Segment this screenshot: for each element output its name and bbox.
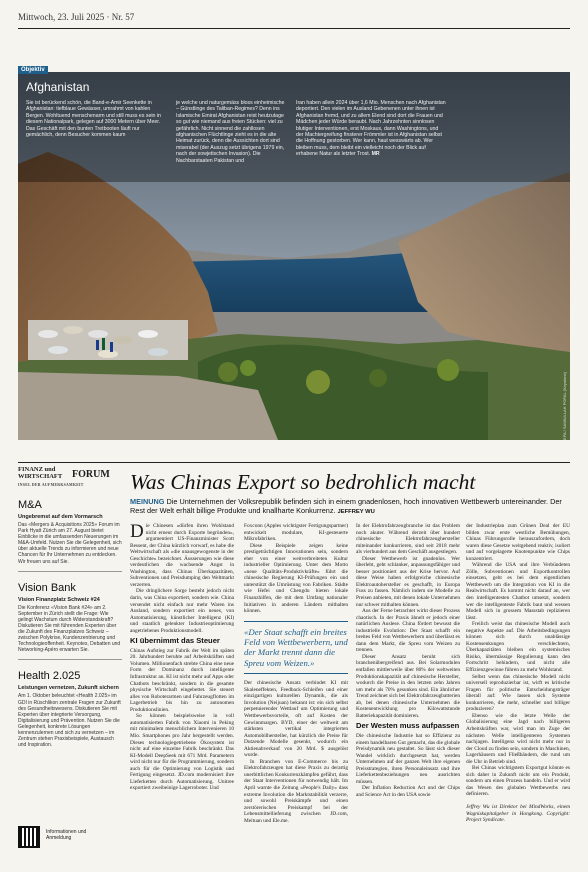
- section-label: Objektiv: [18, 66, 48, 74]
- article-subheading: KI übernimmt das Steuer: [130, 636, 220, 646]
- sidebar-block-heading: M&A: [18, 499, 42, 511]
- article-headline: Was Chinas Export so bedrohlich macht: [130, 470, 476, 494]
- article-paragraph: Diese Beispiele zeigen keine prestigeträchtigen Innovationen sein, sondern eher von einer weitverbreiteten Kultur industrieller Optimierung. Unter dem Motto «neue Qualitäts-Produktivkräfte» führt die chinesische Regierung KI-Prüfungen ein und unterstützt die Umrüstung von Fabriken. Städte wie Hefei und Chengdu bieten lokale Finanzhilfen, die mit dem Umfang nationaler Initiativen in anderen Ländern mithalten können.: [244, 542, 348, 615]
- article-paragraph: Ebenso wie die letzte Welle der Globalisierung eine Jagd nach billigeren Arbeitskräften war, wird man im Zuge der nächsten Welle intelligenteren Systemen nachjagen. Intelligenz wird nicht mehr nur in der Cloud zu finden sein, sondern in Maschinen, Lagerhäusern und Fließbändern, die rund um die Uhr in Betrieb sind.: [466, 712, 570, 765]
- article-paragraph: Der chinesische Ansatz verbindet KI mit Skaleneffekten, Feedback-Schleifen und einer einzigartigen kulturellen Dynamik, die als Involution (Neijuan) bekannt ist: ein sich selbst perpetuierender Wettlauf um Optimierung und Wettbewerbsvorteile, oft auf Kosten der Gewinnmargen. BYD, einer der weltweit am stärksten vertikal integrierten Automobilhersteller, hat kürzlich die Preise für Dutzende Modelle gesenkt, wodurch ein Aktienabverkauf von 20 Mrd. $ ausgelöst wurde.: [244, 680, 348, 759]
- masthead-date: Mittwoch, 23. Juli 2025 · Nr. 57: [18, 12, 135, 22]
- photo-title: Afghanistan: [26, 80, 90, 94]
- article-lead-text: Die Unternehmen der Volksrepublik befinden sich in einem gnadenlosen, hoch innovativen Wettbewerb untereinander. Der Rest der Welt erhält billige Produkte und knallharte Konkurrenz.: [130, 497, 562, 515]
- photo-caption-col-2: je welche und naturgemäss bloss einheimische – Günstlinge des Taliban-Regimes? Denn ins Islamische Emirat Afghanistan reist heutzutage so gut wie niemand aus freien Stücken: viel zu gefährlich. Nicht sinnend die zahllosen afghanischen Flüchtlinge zieht es in die alte Heimat zurück, denn die Aussichten dort sind miserabel (der Auszug setzt übrigens 1979 ein, nach der sowjetischen Invasion). Die Nachbarstaaten Pakistan und: [176, 100, 285, 164]
- article-paragraph: Die dringlichere Sorge besteht jedoch nicht darin, was China exportiert, sondern wie. China versendet nicht einfach nur mehr Waren ins Ausland, sondern exportiert ein neues, von Automatisierung, künstlicher Intelligenz (KI) und staatlich gelenkter Industrieoptimierung angetriebenes Produktionsmodell.: [130, 588, 234, 634]
- sidebar-block-subheading: Vision Finanzplatz Schweiz #24: [18, 596, 100, 603]
- author-bio: Jeffrey Wu ist Direktor bei MindWorks, einem Wagniskapitalgeber in Hongkong. Copyright: Project Syndicate.: [466, 803, 570, 823]
- qr-info-line1: Informationen und: [46, 829, 87, 835]
- article-author: JEFFREY WU: [337, 509, 375, 515]
- article-subheading: Der Westen muss aufpassen: [356, 721, 460, 731]
- article-paragraph: Dieser Wettbewerb ist gnadenlos. Wer überlebt, geht schlanker, anpassungsfähiger und besser positioniert aus der Krise hervor. Auf diese Weise haben erfolgreiche chinesische Elektroautohersteller es geschafft, in Europa Fuss zu fassen. Nämlich indem sie Modelle zu Preisen anbieten, mit denen lokale Unternehmen nur schwer mithalten können.: [356, 555, 460, 608]
- article-top-rule: [18, 462, 570, 463]
- article-lead: [130, 497, 570, 517]
- sidebar-block-subheading: Ungebremst auf dem Vormarsch: [18, 514, 103, 520]
- forum-logo-word: FORUM: [72, 469, 110, 480]
- article-column-3: [356, 523, 460, 823]
- sidebar-block-vision-bank: [18, 582, 122, 661]
- sidebar-divider: [18, 659, 122, 660]
- qr-code-icon[interactable]: [18, 826, 40, 848]
- article-paragraph: In der Elektrofahrzeugbranche ist das Problem noch akuter. Während derzeit über hundert chinesische Elektrofahrzeughersteller miteinander konkurrieren, sind seit 2018 mehr als vierhundert aus dem Geschäft ausgestiegen.: [356, 523, 460, 556]
- sidebar-block-heading: Vision Bank: [18, 581, 76, 594]
- article-paragraph: Selbst wenn das chinesische Modell nicht universell reproduzierbar ist, wirft es kritische Fragen für politische Entscheidungsträger überall auf: Wie lassen sich Systeme konkurrieren, die mehr, schneller und billiger produzieren?: [466, 673, 570, 713]
- article-paragraph: Aus der Ferne betrachtet wirkt dieser Prozess chaotisch. In der Praxis ähnelt er jedoch einer natürlichen Auslese. China fördert bewusst die industrielle Evolution: Der Staat schafft ein breites Feld von Wettbewerbern und überlässt es dann dem Markt, die Spreu vom Weizen zu trennen.: [356, 608, 460, 654]
- masthead-rule: [18, 28, 570, 29]
- forum-logo-line2: WIRTSCHAFT: [18, 473, 63, 480]
- sidebar-block-text: Am 1. Oktober beleuchtet «Health 2.025» im GDI in Rüschlikon zentrale Fragen zur Zukunft des Gesundheitswesens. Diskutieren Sie mit Experten über integrierte Versorgung, Digitalisierung und Prävention. Nutzen Sie die Gelegenheit, konkrete Lösungen kennenzulernen und sich zu vernetzen – im Zentrum stehen Praxisbeispiele, Austausch und Inspiration.: [18, 693, 121, 749]
- photo-caption-author: MR: [371, 151, 380, 158]
- article-column-4: [466, 523, 570, 823]
- article-paragraph: In Branchen von E-Commerce bis zu Elektrofahrzeugen hat diese Praxis zu derartig unerbittlichen Konkurrenzkämpfen geführt, dass der Staat Interventionen für notwendig hält. Im April warnte die Zeitung «People's Daily» dass extreme Involution die Marktstabilität verzerre, und sowohl Preiskämpfe und einen zerstörerischen Preiskampf bei der Lebensmittellieferung zwischen JD.com, Meituan und Ele.me.: [244, 758, 348, 823]
- article-paragraph: Foxconn (Apples wichtigster Fertigungspartner) entwickelt modulare, KI-gesteuerte Mikrofabriken.: [244, 523, 348, 543]
- dropcap: D: [130, 523, 144, 542]
- photo-credit: EPA / SAMIULLAH POPAL (Keystone): [562, 372, 567, 440]
- sidebar-block-health: [18, 670, 122, 748]
- hero-photo: [18, 72, 570, 440]
- article-kicker: MEINUNG: [130, 497, 165, 506]
- pull-quote: «Der Staat schafft ein breites Feld von Wettbewerbern, und der Markt trennt dann die Spreu vom Weizen.»: [244, 621, 348, 675]
- sidebar-block-ma: [18, 499, 122, 572]
- article-paragraph: So können beispielsweise in voll automatisierten Fabrik von Xiaomi in Peking mit minimalem menschlichem Intervenieren 10 Mio. Smartphones pro Jahr hergestellt werden. Dieses technologiegetriebene Ökosystem ist nicht auf eine einzelne Fabrik beschränkt. Das KI-Modell DeepSeek mit 671 Mrd. Parametern wird nicht nur für die Programmierung, sondern auch für die Optimierung von Logistik und Fertigung eingesetzt. JD.com modernisiert ihre Lieferketten durch Automatisierung. Unitree exportiert zweibeinige Lagerroboter. Und: [130, 713, 234, 792]
- article-paragraph: Während die USA und ihre Verbündeten Zölle, Subventionen und Exportkontrollen einsetzen, geht es bei dem eigentlichen Wettbewerb um die Integration von KI in die Realwirtschaft. Es kommt nicht darauf an, wer den intelligentesten Chatbot umsetzt, sondern wer die intelligenteste Fabrik baut und wessen Modell sich in grossem Massstab replizieren lässt.: [466, 562, 570, 621]
- sidebar-block-heading: Health 2.025: [18, 670, 81, 683]
- forum-logo: [18, 466, 122, 489]
- article-paragraph: der Industrieplan zum Grünen Deal der EU bilden zwar erste westliche Bemühungen, Chinas Führungsrolle herauszufordern, doch waren diese Gesetze weitgehend reaktiv, isoliert und auf vorgelagerte Knotenpunkte wie Chips konzentriert.: [466, 523, 570, 562]
- qr-info-line2: Anmeldung: [46, 835, 72, 842]
- sidebar-block-text: Das «Mergers & Acquisitions 2025» Forum im Park Hyatt Zürich am 27. August bietet Einblicke in die umfassenden Neuerungen im M&A-Umfeld. Nutzen Sie die Gelegenheit, sich über aktuelle Trends zu informieren und neue Chancen für Ihr Unternehmen zu entdecken. Wir freuen uns auf Sie.: [18, 522, 122, 565]
- article-paragraph: Die chinesische Industrie hat so Effizienz zu einem handelbaren Gut gemacht, das die globale Preisdynamik neu gestaltet. So lässt sich dieser Wandel wirklich durchgesetzt hat, werden Unternehmen auf der ganzen Welt ihre eigenen Preisstrategien, ihren Personaleinsatz und ihre Lieferkettenbeziehungen neu ausrichten müssen.: [356, 732, 460, 785]
- article-column-1: [130, 523, 234, 823]
- article-paragraph: Bei Chinas wichtigstem Exportgut könnte es sich daher in Zukunft nicht um ein Produkt, sondern um einen Prozess handeln. Und er wird das Wesen des globalen Wettbewerbs neu definieren.: [466, 765, 570, 798]
- photo-caption-col-1: Sie ist berückend schön, die Band-e-Amir Seenkette in Afghanistan: tiefblaue Gewässer, umrahmt von kahlen Bergen. Wohltuend menschenarm und still muss es sein in diesem Nationalpark, gelegen auf 3000 Metern über Meer. Das Geschäft mit den bunten Tretbooten läuft nur gemächlich, denn Besucher kommen kaum: [26, 100, 161, 139]
- sidebar-block-subheading: Leistungen vernetzen, Zukunft sichern: [18, 685, 119, 692]
- article-paragraph: Die Chinesen «dürfen ihren Wohlstand nicht erneut durch Exporte begründen», argumentiert US-Finanzminister Scott Bessent, der China kürzlich vorwarf, es habe die Weltwirtschaft als «die unausgewogenste in der Geschichte» bezeichnet. Äusserungen wie diese verdeutlichen die wachsende Angst in Washington, dass Chinas Überkapazitäten, Subventionen und Preisdumping den Weltmarkt verzerren.: [130, 523, 234, 588]
- article-paragraph: Dieser Ansatz beruht sich branchenübergreifend aus. Bei Solarmodulen entfallen mittlerweile über 80% der weltweiten Produktionskapazität auf chinesische Hersteller, wodurch die Preise in den letzten zehn Jahren um mehr als 70% gesunken sind. Ein ähnlicher Trend zeichnet sich bei Elektrofahrzeugbatterien ab, bei denen chinesische Unternehmen die Kostenentwicklung pro Kilowattstunde Batteriekapazität dominieren.: [356, 653, 460, 719]
- sidebar-block-text: Die Konferenz «Vision Bank #24» am 2. September in Zürich stellt die Frage: Wie gelingt Wachstum durch Widerstandskraft? Diskutieren Sie mit führenden Experten über die Zukunft des Finanzplatzes Schweiz – zwischen Polykrise, Kundenzentrierung und Technologieoffenheit. Keynotes, Debatten und Networking-Apéro erwarten Sie.: [18, 604, 121, 654]
- article-paragraph: Der Inflation Reduction Act und der Chips and Science Act in den USA sowie: [356, 785, 460, 798]
- forum-tagline: INSEL DER AUFMERKSAMKEIT: [18, 483, 84, 487]
- photo-caption-col-3-text: Iran haben allein 2024 über 1,6 Mio. Menschen nach Afghanistan deportiert. Den vielen im Ausland Gebenenen unter ihnen ist Afghanistan fremd, und zu allem Elend sind dort die Frauen und Mädchen jeder Würde beraubt. Nach Jahrzehnten sinnlosen blutiger Interventionen, erst Moskaus, dann Washingtons, und der Machtergreifung finsterer Frömmler ist in Afghanistan selbst die Hoffnung gestorben. Wer kann, haut wesswärts ab. Wer bleiben muss, dem bleibt ein vielleicht noch der Blick auf erhabene Natur als letzter Trost.: [296, 100, 446, 158]
- article-column-2: [244, 523, 348, 823]
- photo-caption-col-3: [296, 100, 446, 158]
- forum-sidebar: [18, 466, 122, 748]
- article-paragraph: Chinas Aufstieg zur Fabrik der Welt im späten 20. Jahrhundert beruhte auf Arbeitskräften und Volumen. Millionenfach strebte China eine neue Form der Dominanz durch intelligente Infrastruktur an. KI ist nicht mehr auf Apps oder Chatbots beschränkt, sondern in die gesamte physische Wirtschaft eingebettet. Sie steuert alles von Roboterarmen und Fahrzeugflotten im Lagerbetrieb bis hin zu autonomen Produktionslinien.: [130, 647, 234, 713]
- qr-info-text[interactable]: [46, 829, 86, 842]
- article-paragraph: Freilich weist das chinesische Modell auch negative Aspekte auf. Die Arbeitsbedingungen können sich durch unablässige Kostensenkungen verschlechtern, Überkapazitäten bleiben ein systemisches Risiko, übermässige Regulierung kann den Fortschritt behindern, und nicht alle Effizienzgewinne führen zu mehr Wohlstand.: [466, 621, 570, 674]
- sidebar-divider: [18, 571, 122, 572]
- forum-logo-line1: FINANZ und: [18, 466, 56, 473]
